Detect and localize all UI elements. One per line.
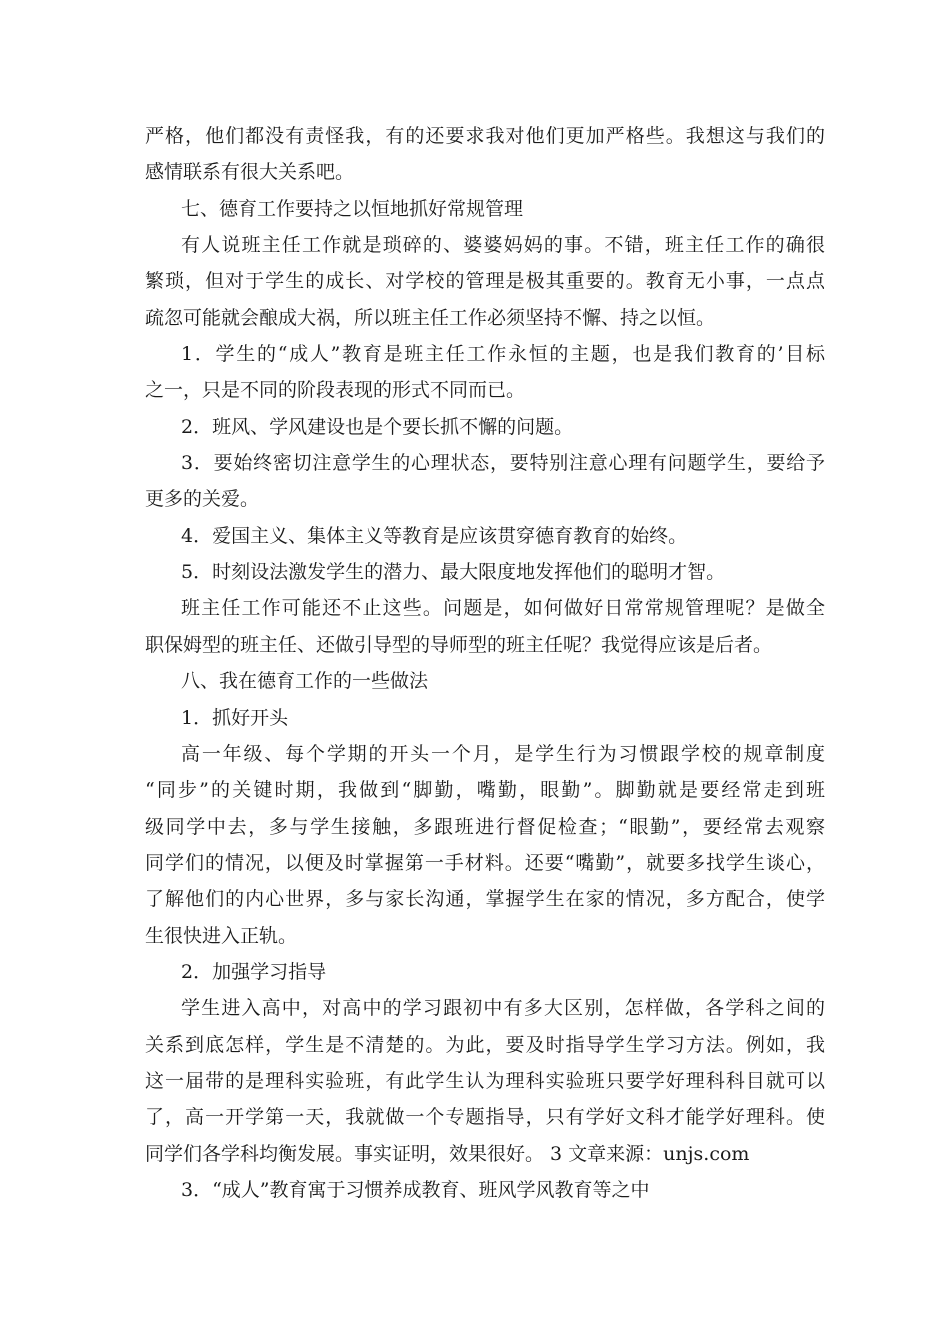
- text-line: 严格，他们都没有责怪我，有的还要求我对他们更加严格些。我想这与我们的: [145, 125, 825, 147]
- text-line: 同学们的情况，以便及时掌握第一手材料。还要“嘴勤”，就要多找学生谈心，: [145, 851, 825, 874]
- text-line: 高一年级、每个学期的开头一个月，是学生行为习惯跟学校的规章制度: [181, 742, 825, 765]
- list-item: 5．时刻设法激发学生的潜力、最大限度地发挥他们的聪明才智。: [181, 561, 726, 584]
- text-line: 繁琐，但对于学生的成长、对学校的管理是极其重要的。教育无小事，一点点: [145, 270, 825, 293]
- text-line: 学生进入高中，对高中的学习跟初中有多大区别，怎样做，各学科之间的: [181, 997, 825, 1020]
- text-line: 这一届带的是理科实验班，有此学生认为理科实验班只要学好理科科目就可以: [145, 1069, 825, 1092]
- text-line: 职保姆型的班主任、还做引导型的导师型的班主任呢？我觉得应该是后者。: [145, 633, 773, 656]
- text-line: 之一，只是不同的阶段表现的形式不同而已。: [145, 379, 526, 402]
- text-line: 级同学中去，多与学生接触，多跟班进行督促检查；“眼勤”，要经常去观察: [145, 815, 825, 838]
- text-line: 有人说班主任工作就是琐碎的、婆婆妈妈的事。不错，班主任工作的确很: [181, 234, 825, 257]
- text-line: 同学们各学科均衡发展。事实证明，效果很好。 3 文章来源：unjs.com: [145, 1142, 750, 1165]
- subsection-heading: 1．抓好开头: [181, 706, 289, 729]
- text-line: 了解他们的内心世界，多与家长沟通，掌握学生在家的情况，多方配合，使学: [145, 888, 825, 911]
- text-line: 感情联系有很大关系吧。: [145, 161, 355, 184]
- list-item: 3．要始终密切注意学生的心理状态，要特别注意心理有问题学生，要给予: [181, 452, 825, 475]
- text-line: 疏忽可能就会酿成大祸，所以班主任工作必须坚持不懈、持之以恒。: [145, 306, 716, 329]
- text-line: “同步”的关键时期，我做到“脚勤，嘴勤，眼勤”。脚勤就是要经常走到班: [145, 779, 825, 802]
- subsection-heading: 2．加强学习指导: [181, 960, 327, 983]
- list-item: 2．班风、学风建设也是个要长抓不懈的问题。: [181, 415, 574, 438]
- subsection-heading: 3．“成人”教育寓于习惯养成教育、班风学风教育等之中: [181, 1178, 650, 1201]
- list-item: 1．学生的“成人”教育是班主任工作永恒的主题，也是我们教育的’目标: [181, 343, 825, 366]
- text-line: 关系到底怎样，学生是不清楚的。为此，要及时指导学生学习方法。例如，我: [145, 1033, 825, 1056]
- text-line: 了，高一开学第一天，我就做一个专题指导，只有学好文科才能学好理科。使: [145, 1106, 825, 1129]
- document-body: [145, 118, 825, 1208]
- section-heading: 八、我在德育工作的一些做法: [181, 670, 429, 693]
- text-line: 生很快进入正轨。: [145, 924, 298, 947]
- text-line: 班主任工作可能还不止这些。问题是，如何做好日常常规管理呢？是做全: [181, 597, 825, 620]
- section-heading: 七、德育工作要持之以恒地抓好常规管理: [181, 197, 524, 220]
- list-item: 4．爱国主义、集体主义等教育是应该贯穿德育教育的始终。: [181, 524, 688, 547]
- text-line: 更多的关爱。: [145, 488, 260, 511]
